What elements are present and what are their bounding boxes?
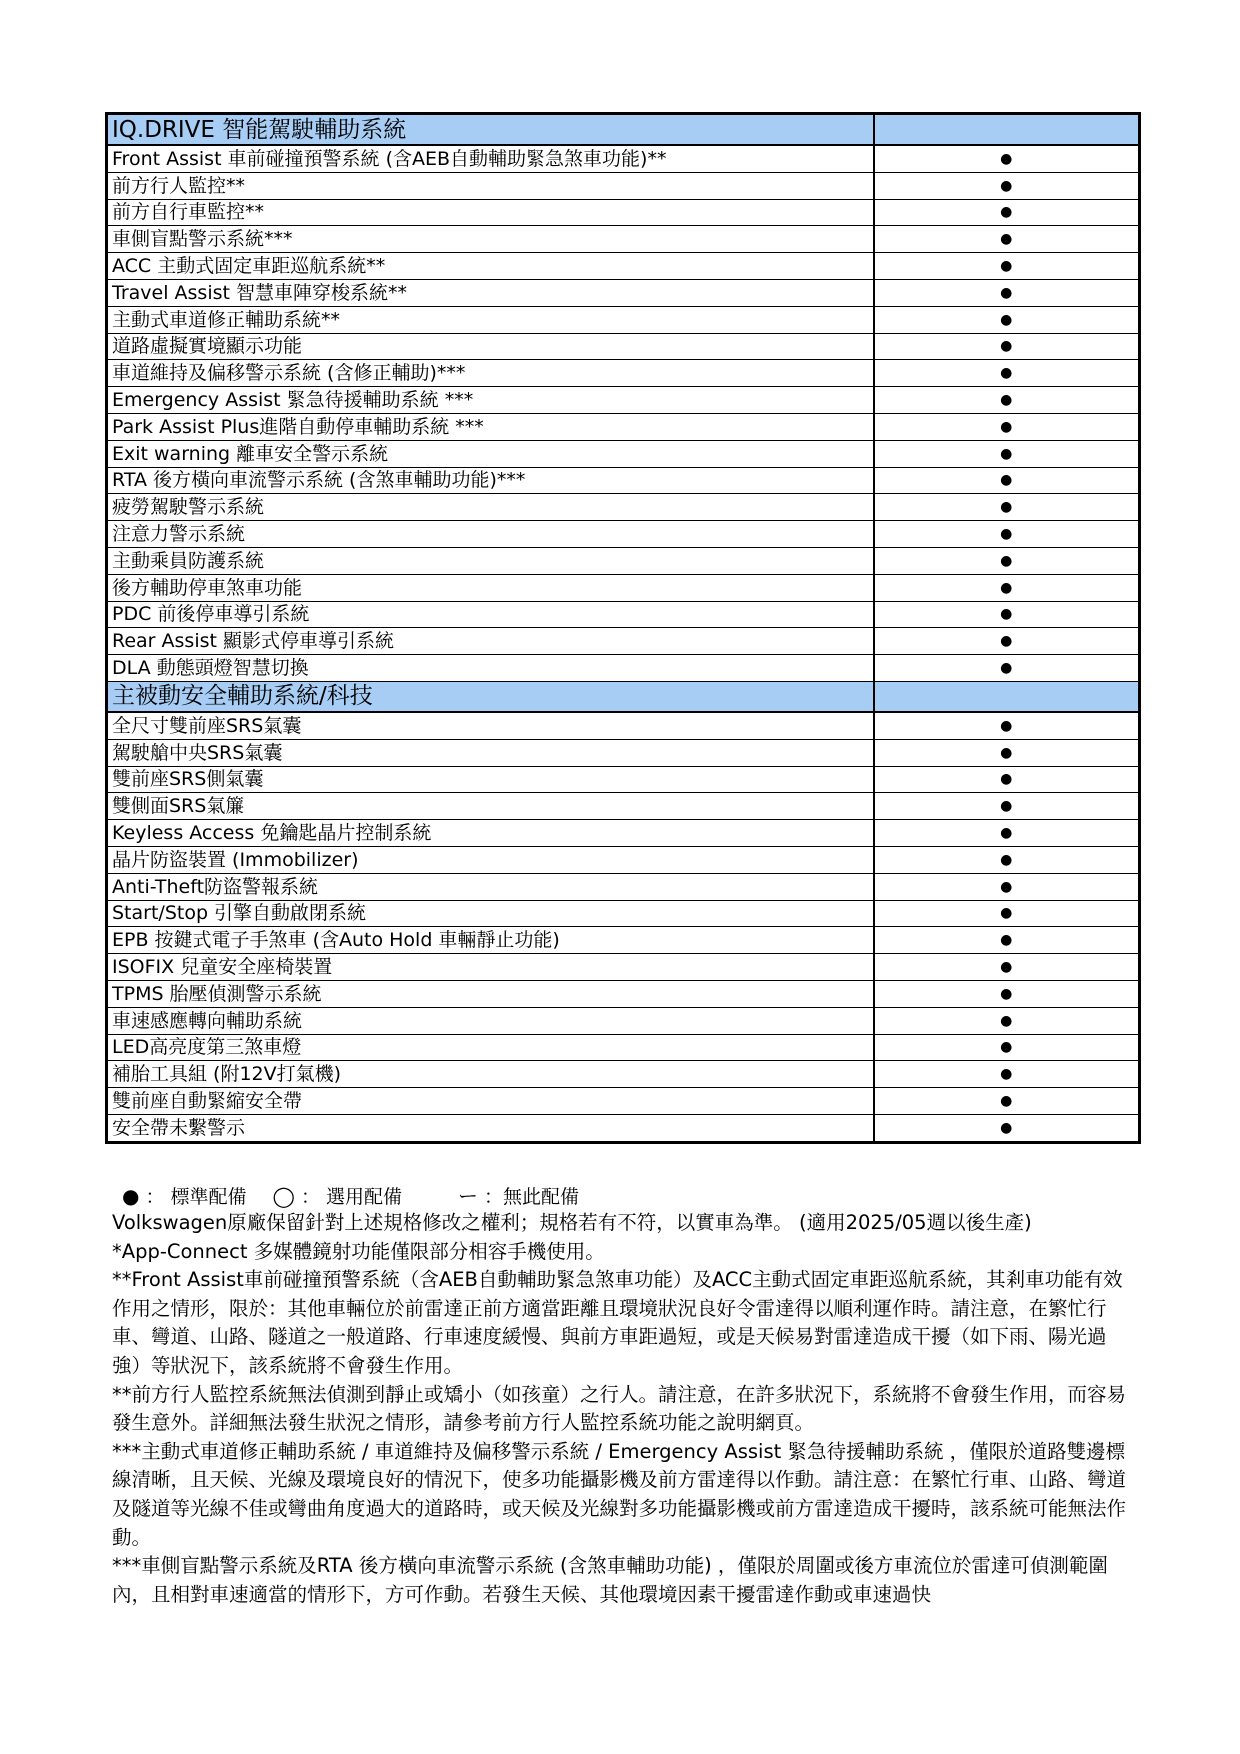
table-row	[107, 655, 1140, 682]
table-row	[107, 1114, 1140, 1142]
spec-table-body	[107, 114, 1140, 1143]
feature-name: RTA 後方橫向車流警示系統 (含煞車輔助功能)***	[107, 467, 874, 494]
table-row	[107, 900, 1140, 927]
table-row	[107, 145, 1140, 172]
table-row	[107, 574, 1140, 601]
table-row	[107, 927, 1140, 954]
feature-name: DLA 動態頭燈智慧切換	[107, 655, 874, 682]
section-title: IQ.DRIVE 智能駕駛輔助系統	[107, 114, 874, 146]
note-blind-spot: ***車側盲點警示系統及RTA 後方橫向車流警示系統 (含煞車輔助功能) ，僅限於周圍或後方車流位於雷達可偵測範圍內，且相對車速適當的情形下，方可作動。若發生天候、其他環境因素干擾雷達作動或車速過快	[112, 1554, 1108, 1606]
feature-name: 注意力警示系統	[107, 521, 874, 548]
table-row	[107, 1088, 1140, 1115]
standard-dot-icon: ●	[874, 601, 1140, 628]
note-lane-assist: ***主動式車道修正輔助系統 / 車道維持及偏移警示系統 / Emergency Assist 緊急待援輔助系統 ，僅限於道路雙邊標線清晰，且天候、光線及環境良好的情況下，使多功能攝影機及前方雷達得以作動。請注意：在繁忙行車、山路、彎道及隧道等光線不佳或彎曲角度過大的道路時，或天候及光線對多功能攝影機或前方雷達造成干擾時，該系統可能無法作動。	[112, 1439, 1127, 1549]
standard-dot-icon: ●	[874, 387, 1140, 414]
feature-name: Start/Stop 引擎自動啟閉系統	[107, 900, 874, 927]
table-row	[107, 873, 1140, 900]
standard-dot-icon: ●	[874, 1007, 1140, 1034]
standard-dot-icon: ●	[874, 279, 1140, 306]
legend-optional-label: ： 選用配備	[300, 1186, 402, 1208]
table-row	[107, 494, 1140, 521]
table-row	[107, 360, 1140, 387]
standard-dot-icon: ●	[874, 226, 1140, 253]
feature-name: 安全帶未繫警示	[107, 1114, 874, 1142]
feature-name: ACC 主動式固定車距巡航系統**	[107, 253, 874, 280]
note-front-assist: **Front Assist車前碰撞預警系統（含AEB自動輔助緊急煞車功能）及ACC主動式固定車距巡航系統，其剎車功能有效作用之情形，限於：其他車輛位於前雷達正前方適當距離且環境狀況良好令雷達得以順利運作時。請注意，在繁忙行車、彎道、山路、隧道之一般道路、行車速度緩慢、與前方車距過短，或是天候易對雷達造成干擾（如下雨、陽光過強）等狀況下，該系統將不會發生作用。	[112, 1268, 1123, 1377]
standard-dot-icon: ●	[874, 440, 1140, 467]
standard-dot-icon: ●	[874, 820, 1140, 847]
section-title: 主被動安全輔助系統/科技	[107, 681, 874, 712]
table-row	[107, 793, 1140, 820]
table-row	[107, 1007, 1140, 1034]
feature-name: 車道維持及偏移警示系統 (含修正輔助)***	[107, 360, 874, 387]
standard-dot-icon: ●	[874, 172, 1140, 199]
feature-name: 疲勞駕駛警示系統	[107, 494, 874, 521]
footnotes	[112, 1209, 1132, 1609]
standard-dot-icon: ●	[874, 306, 1140, 333]
standard-dot-icon: ●	[874, 521, 1140, 548]
feature-name: 晶片防盜裝置 (Immobilizer)	[107, 846, 874, 873]
feature-name: Rear Assist 顯影式停車導引系統	[107, 628, 874, 655]
feature-name: 車速感應轉向輔助系統	[107, 1007, 874, 1034]
table-row	[107, 846, 1140, 873]
standard-dot-icon: ●	[122, 1184, 140, 1208]
table-row	[107, 387, 1140, 414]
table-row	[107, 820, 1140, 847]
section-safety-header	[107, 681, 1140, 712]
standard-dot-icon: ●	[874, 655, 1140, 682]
standard-dot-icon: ●	[874, 333, 1140, 360]
feature-name: 主動乘員防護系統	[107, 547, 874, 574]
feature-name: Front Assist 車前碰撞預警系統 (含AEB自動輔助緊急煞車功能)**	[107, 145, 874, 172]
section-title-blank	[874, 114, 1140, 146]
note-app-connect: *App-Connect 多媒體鏡射功能僅限部分相容手機使用。	[112, 1239, 605, 1263]
feature-name: Keyless Access 免鑰匙晶片控制系統	[107, 820, 874, 847]
feature-name: Exit warning 離車安全警示系統	[107, 440, 874, 467]
table-row	[107, 601, 1140, 628]
table-row	[107, 547, 1140, 574]
note-disclaimer: Volkswagen原廠保留針對上述規格修改之權利；規格若有不符，以實車為準。 (適用2025/05週以後生產)	[112, 1211, 1032, 1234]
standard-dot-icon: ●	[874, 628, 1140, 655]
note-pedestrian: **前方行人監控系統無法偵測到靜止或矯小（如孩童）之行人。請注意，在許多狀況下，系統將不會發生作用，而容易發生意外。詳細無法發生狀況之情形，請參考前方行人監控系統功能之說明網頁。	[112, 1382, 1127, 1435]
feature-name: TPMS 胎壓偵測警示系統	[107, 980, 874, 1007]
table-row	[107, 172, 1140, 199]
table-row	[107, 467, 1140, 494]
feature-name: 補胎工具組 (附12V打氣機)	[107, 1061, 874, 1088]
table-row	[107, 333, 1140, 360]
feature-name: 前方行人監控**	[107, 172, 874, 199]
standard-dot-icon: ●	[874, 145, 1140, 172]
table-row	[107, 739, 1140, 766]
standard-dot-icon: ●	[874, 793, 1140, 820]
standard-dot-icon: ●	[874, 873, 1140, 900]
feature-name: LED高亮度第三煞車燈	[107, 1034, 874, 1061]
standard-dot-icon: ●	[874, 900, 1140, 927]
optional-circle-icon: ◯	[272, 1184, 295, 1208]
feature-name: 全尺寸雙前座SRS氣囊	[107, 712, 874, 739]
feature-name: 雙側面SRS氣簾	[107, 793, 874, 820]
section-iq-drive-header	[107, 114, 1140, 146]
feature-name: 雙前座SRS側氣囊	[107, 766, 874, 793]
table-row	[107, 980, 1140, 1007]
table-row	[107, 954, 1140, 981]
table-row	[107, 440, 1140, 467]
section-title-blank	[874, 681, 1140, 712]
table-row	[107, 253, 1140, 280]
feature-name: 道路虛擬實境顯示功能	[107, 333, 874, 360]
standard-dot-icon: ●	[874, 712, 1140, 739]
table-row	[107, 306, 1140, 333]
legend-standard-label: ： 標準配備	[145, 1186, 247, 1208]
table-row	[107, 1061, 1140, 1088]
standard-dot-icon: ●	[874, 494, 1140, 521]
table-row	[107, 521, 1140, 548]
standard-dot-icon: ●	[874, 199, 1140, 226]
feature-name: Emergency Assist 緊急待援輔助系統 ***	[107, 387, 874, 414]
feature-name: 主動式車道修正輔助系統**	[107, 306, 874, 333]
table-row	[107, 1034, 1140, 1061]
table-row	[107, 413, 1140, 440]
standard-dot-icon: ●	[874, 1034, 1140, 1061]
feature-name: EPB 按鍵式電子手煞車 (含Auto Hold 車輛靜止功能)	[107, 927, 874, 954]
standard-dot-icon: ●	[874, 1114, 1140, 1142]
table-row	[107, 279, 1140, 306]
feature-name: 駕駛艙中央SRS氣囊	[107, 739, 874, 766]
standard-dot-icon: ●	[874, 360, 1140, 387]
feature-name: Travel Assist 智慧車陣穿梭系統**	[107, 279, 874, 306]
feature-name: ISOFIX 兒童安全座椅裝置	[107, 954, 874, 981]
standard-dot-icon: ●	[874, 846, 1140, 873]
table-row	[107, 226, 1140, 253]
table-row	[107, 628, 1140, 655]
standard-dot-icon: ●	[874, 1088, 1140, 1115]
standard-dot-icon: ●	[874, 766, 1140, 793]
feature-name: PDC 前後停車導引系統	[107, 601, 874, 628]
standard-dot-icon: ●	[874, 253, 1140, 280]
standard-dot-icon: ●	[874, 739, 1140, 766]
none-dash-icon: ー	[458, 1184, 479, 1208]
table-row	[107, 199, 1140, 226]
feature-name: Anti-Theft防盜警報系統	[107, 873, 874, 900]
standard-dot-icon: ●	[874, 467, 1140, 494]
feature-name: 後方輔助停車煞車功能	[107, 574, 874, 601]
standard-dot-icon: ●	[874, 954, 1140, 981]
feature-name: 雙前座自動緊縮安全帶	[107, 1088, 874, 1115]
standard-dot-icon: ●	[874, 1061, 1140, 1088]
feature-name: 前方自行車監控**	[107, 199, 874, 226]
standard-dot-icon: ●	[874, 574, 1140, 601]
standard-dot-icon: ●	[874, 927, 1140, 954]
standard-dot-icon: ●	[874, 980, 1140, 1007]
feature-name: Park Assist Plus進階自動停車輔助系統 ***	[107, 413, 874, 440]
table-row	[107, 766, 1140, 793]
feature-name: 車側盲點警示系統***	[107, 226, 874, 253]
legend	[122, 1180, 579, 1209]
standard-dot-icon: ●	[874, 547, 1140, 574]
standard-dot-icon: ●	[874, 413, 1140, 440]
spec-table	[105, 112, 1141, 1144]
table-row	[107, 712, 1140, 739]
legend-none-label: ：無此配備	[484, 1186, 580, 1208]
